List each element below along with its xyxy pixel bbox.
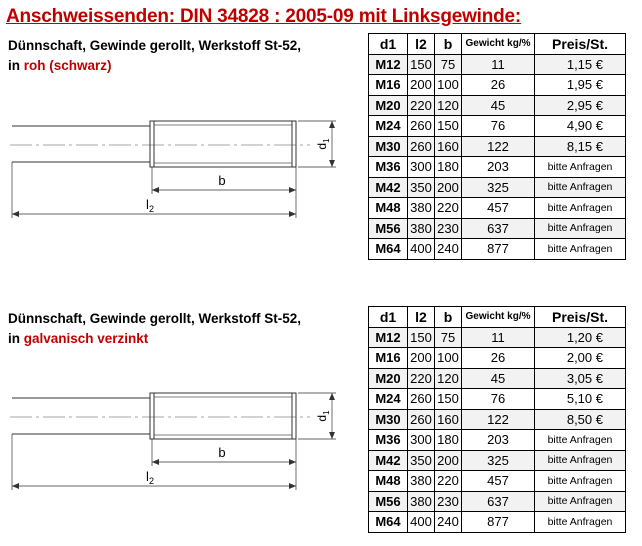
section-2-desc-line2 bbox=[8, 329, 301, 349]
cell-size: M16 bbox=[369, 75, 408, 96]
section-2-bolt-drawing bbox=[0, 372, 360, 502]
table-row bbox=[369, 218, 626, 239]
cell-b: 150 bbox=[435, 116, 462, 137]
section-1-desc-line1: Dünnschaft, Gewinde gerollt, Werkstoff St-52, bbox=[8, 38, 302, 53]
cell-l2: 400 bbox=[408, 512, 435, 533]
cell-price: bitte Anfragen bbox=[535, 239, 626, 260]
cell-weight: 637 bbox=[462, 491, 535, 512]
cell-b: 75 bbox=[435, 54, 462, 75]
cell-weight: 76 bbox=[462, 116, 535, 137]
cell-l2: 380 bbox=[408, 491, 435, 512]
table-row bbox=[369, 239, 626, 260]
cell-weight: 457 bbox=[462, 198, 535, 219]
section-2-finish: galvanisch verzinkt bbox=[23, 331, 149, 346]
cell-weight: 637 bbox=[462, 218, 535, 239]
cell-b: 220 bbox=[435, 198, 462, 219]
cell-price: bitte Anfragen bbox=[535, 177, 626, 198]
page-title: Anschweissenden: DIN 34828 : 2005-09 mit Linksgewinde: bbox=[6, 6, 522, 27]
cell-b: 120 bbox=[435, 95, 462, 116]
col-header-d1: d1 bbox=[369, 307, 408, 328]
cell-weight: 877 bbox=[462, 512, 535, 533]
cell-b: 120 bbox=[435, 368, 462, 389]
cell-l2: 150 bbox=[408, 54, 435, 75]
cell-weight: 76 bbox=[462, 389, 535, 410]
cell-price: 8,15 € bbox=[535, 136, 626, 157]
cell-price: bitte Anfragen bbox=[535, 450, 626, 471]
thread-body bbox=[150, 121, 296, 167]
cell-b: 160 bbox=[435, 136, 462, 157]
cell-size: M64 bbox=[369, 239, 408, 260]
table-header-row bbox=[369, 34, 626, 55]
col-header-l2: l2 bbox=[408, 34, 435, 55]
cell-price: bitte Anfragen bbox=[535, 218, 626, 239]
cell-size: M24 bbox=[369, 116, 408, 137]
table-row bbox=[369, 512, 626, 533]
cell-l2: 200 bbox=[408, 75, 435, 96]
cell-l2: 380 bbox=[408, 218, 435, 239]
cell-b: 220 bbox=[435, 471, 462, 492]
col-header-d1: d1 bbox=[369, 34, 408, 55]
col-header-price: Preis/St. bbox=[535, 307, 626, 328]
table-row bbox=[369, 491, 626, 512]
table-row bbox=[369, 430, 626, 451]
table-row bbox=[369, 177, 626, 198]
cell-size: M56 bbox=[369, 491, 408, 512]
cell-b: 240 bbox=[435, 512, 462, 533]
cell-price: bitte Anfragen bbox=[535, 491, 626, 512]
section-1-table-body bbox=[369, 54, 626, 259]
cell-weight: 11 bbox=[462, 54, 535, 75]
table-row bbox=[369, 409, 626, 430]
col-header-l2: l2 bbox=[408, 307, 435, 328]
table-row bbox=[369, 157, 626, 178]
table-row bbox=[369, 450, 626, 471]
cell-size: M48 bbox=[369, 471, 408, 492]
cell-weight: 26 bbox=[462, 75, 535, 96]
cell-price: 4,90 € bbox=[535, 116, 626, 137]
b-label: b bbox=[218, 445, 226, 460]
cell-size: M30 bbox=[369, 136, 408, 157]
cell-b: 160 bbox=[435, 409, 462, 430]
table-row bbox=[369, 136, 626, 157]
cell-size: M48 bbox=[369, 198, 408, 219]
cell-weight: 45 bbox=[462, 95, 535, 116]
cell-price: 8,50 € bbox=[535, 409, 626, 430]
col-header-price: Preis/St. bbox=[535, 34, 626, 55]
table-row bbox=[369, 54, 626, 75]
cell-size: M42 bbox=[369, 177, 408, 198]
cell-b: 200 bbox=[435, 177, 462, 198]
cell-l2: 300 bbox=[408, 157, 435, 178]
section-1-bolt-drawing bbox=[0, 100, 360, 230]
cell-size: M12 bbox=[369, 54, 408, 75]
cell-weight: 122 bbox=[462, 136, 535, 157]
cell-weight: 45 bbox=[462, 368, 535, 389]
cell-l2: 400 bbox=[408, 239, 435, 260]
d1-label: $d_1$ bbox=[315, 138, 331, 150]
cell-l2: 300 bbox=[408, 430, 435, 451]
thread-body bbox=[150, 393, 296, 439]
cell-b: 230 bbox=[435, 218, 462, 239]
l2-label: $l_2$ bbox=[146, 469, 154, 486]
cell-size: M42 bbox=[369, 450, 408, 471]
cell-price: 2,95 € bbox=[535, 95, 626, 116]
cell-price: 2,00 € bbox=[535, 348, 626, 369]
section-2-desc-line1: Dünnschaft, Gewinde gerollt, Werkstoff St-52, bbox=[8, 311, 302, 326]
cell-price: bitte Anfragen bbox=[535, 430, 626, 451]
cell-weight: 122 bbox=[462, 409, 535, 430]
cell-weight: 325 bbox=[462, 450, 535, 471]
cell-price: bitte Anfragen bbox=[535, 198, 626, 219]
cell-b: 200 bbox=[435, 450, 462, 471]
cell-weight: 877 bbox=[462, 239, 535, 260]
cell-l2: 350 bbox=[408, 450, 435, 471]
d1-label: $d_1$ bbox=[315, 410, 331, 422]
l2-label: $l_2$ bbox=[146, 197, 154, 214]
cell-weight: 203 bbox=[462, 157, 535, 178]
cell-size: M36 bbox=[369, 157, 408, 178]
table-row bbox=[369, 389, 626, 410]
cell-weight: 26 bbox=[462, 348, 535, 369]
table-row bbox=[369, 95, 626, 116]
cell-price: bitte Anfragen bbox=[535, 471, 626, 492]
cell-b: 230 bbox=[435, 491, 462, 512]
cell-l2: 200 bbox=[408, 348, 435, 369]
cell-weight: 11 bbox=[462, 327, 535, 348]
b-label: b bbox=[218, 173, 226, 188]
section-2-desc-prefix: in bbox=[8, 331, 24, 346]
table-row bbox=[369, 75, 626, 96]
cell-price: bitte Anfragen bbox=[535, 512, 626, 533]
cell-b: 100 bbox=[435, 348, 462, 369]
section-1-desc-line2 bbox=[8, 56, 301, 76]
cell-size: M30 bbox=[369, 409, 408, 430]
cell-price: 3,05 € bbox=[535, 368, 626, 389]
cell-size: M16 bbox=[369, 348, 408, 369]
cell-l2: 260 bbox=[408, 116, 435, 137]
col-header-weight: Gewicht kg/% bbox=[462, 34, 535, 55]
table-row bbox=[369, 327, 626, 348]
col-header-b: b bbox=[435, 34, 462, 55]
cell-l2: 220 bbox=[408, 95, 435, 116]
table-row bbox=[369, 348, 626, 369]
cell-weight: 457 bbox=[462, 471, 535, 492]
cell-l2: 260 bbox=[408, 136, 435, 157]
cell-b: 240 bbox=[435, 239, 462, 260]
cell-size: M64 bbox=[369, 512, 408, 533]
table-row bbox=[369, 198, 626, 219]
cell-b: 100 bbox=[435, 75, 462, 96]
cell-l2: 260 bbox=[408, 389, 435, 410]
col-header-weight: Gewicht kg/% bbox=[462, 307, 535, 328]
cell-l2: 220 bbox=[408, 368, 435, 389]
cell-b: 180 bbox=[435, 157, 462, 178]
cell-b: 150 bbox=[435, 389, 462, 410]
section-1-finish: roh (schwarz) bbox=[23, 58, 112, 73]
section-1-description bbox=[8, 36, 301, 76]
cell-b: 75 bbox=[435, 327, 462, 348]
cell-size: M20 bbox=[369, 95, 408, 116]
cell-size: M36 bbox=[369, 430, 408, 451]
section-1-desc-prefix: in bbox=[8, 58, 24, 73]
section-1-price-table bbox=[368, 33, 626, 260]
cell-price: 5,10 € bbox=[535, 389, 626, 410]
cell-price: 1,95 € bbox=[535, 75, 626, 96]
section-2-table-body bbox=[369, 327, 626, 532]
cell-size: M56 bbox=[369, 218, 408, 239]
cell-size: M20 bbox=[369, 368, 408, 389]
cell-weight: 325 bbox=[462, 177, 535, 198]
cell-size: M12 bbox=[369, 327, 408, 348]
table-row bbox=[369, 368, 626, 389]
table-row bbox=[369, 471, 626, 492]
cell-b: 180 bbox=[435, 430, 462, 451]
cell-price: 1,20 € bbox=[535, 327, 626, 348]
table-header-row bbox=[369, 307, 626, 328]
col-header-b: b bbox=[435, 307, 462, 328]
cell-l2: 350 bbox=[408, 177, 435, 198]
section-2-description bbox=[8, 309, 301, 349]
cell-l2: 150 bbox=[408, 327, 435, 348]
cell-l2: 380 bbox=[408, 198, 435, 219]
cell-l2: 380 bbox=[408, 471, 435, 492]
section-2-price-table bbox=[368, 306, 626, 533]
cell-weight: 203 bbox=[462, 430, 535, 451]
cell-price: 1,15 € bbox=[535, 54, 626, 75]
cell-size: M24 bbox=[369, 389, 408, 410]
cell-l2: 260 bbox=[408, 409, 435, 430]
cell-price: bitte Anfragen bbox=[535, 157, 626, 178]
table-row bbox=[369, 116, 626, 137]
